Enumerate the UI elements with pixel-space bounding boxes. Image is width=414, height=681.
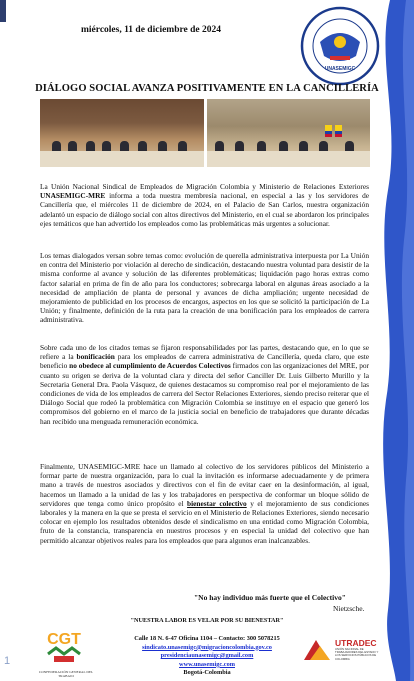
meeting-photo-right xyxy=(207,99,371,167)
page-number: 1 xyxy=(4,655,11,667)
meeting-photo-left xyxy=(40,99,204,167)
corner-accent xyxy=(0,0,6,22)
decorative-wave xyxy=(370,0,414,681)
footer-address: Calle 18 N. 6-47 Oficina 1104 – Contacto: 300 5078215 xyxy=(134,635,280,642)
footer-city: Bogotá-Colombia xyxy=(183,669,231,677)
cgt-logo-text: CGT xyxy=(47,631,81,648)
closing-quote: "No hay individuo más fuerte que el Colectivo" xyxy=(194,593,346,602)
document-date: miércoles, 11 de diciembre de 2024 xyxy=(81,25,222,35)
meeting-photos xyxy=(40,99,370,167)
paragraph-3: Sobre cada uno de los citados temas se fijaron responsabilidades por las partes, destacando que, en lo que se refiere a la bonificación para los empleados de carrera administrativa de Cancillería, queda claro, que este beneficio no obedece al cumplimiento de Acuerdos Colectivos firmados con las organizaciones del MRE, por cuanto su origen se deriva de la voluntad clara y directa del señor Canciller Dr. Luis Gilberto Murillo y la Secretaria General Dra. Paola Vásquez, de quienes destacamos su compromiso real por el mejoramiento de las condiciones de vida de los empleados de carrera del Sector Relaciones Exteriores, siendo preciso reiterar que el Diálogo Social que rodeó la problemática con Migración Colombia se instituye en el espacio que generó los compromisos del gobierno en el marco de la justicia social en beneficio de trabajadores que durante décadas han recibido una menguada remuneración económica. xyxy=(40,343,369,426)
footer-slogan: "NUESTRA LABOR ES VELAR POR SU BIENESTAR" xyxy=(130,617,284,624)
paragraph-4: Finalmente, UNASEMIGC-MRE hace un llamado al colectivo de los servidores públicos del Ministerio a formar parte de nuestra organización, para lo cual la invitación es informarse adecuadamente y de primera mano a través de nuestros asociados y directivos con el fin de evitar caer en la desinformación, al igual, hacemos un llamado a la unidad de las y los trabajadores en perspectiva de conformar un bloque sólido de servidores que tenga como único propósito el bienestar colectivo y el mejoramiento de sus condiciones laborales y la manera en la que se presta el servicio en el Ministerio de Relaciones Exteriores, siendo necesario colocar en ejemplo los resultados obtenidos desde el sindicalismo en una entidad como Migración Colombia, fruto de la constancia, transparencia en nuestros procesos y en especial la unidad del colectivo que han permitido alcanzar objetivos reales para los empleados que para algunos eran inalcanzables. xyxy=(40,462,370,545)
union-seal-logo xyxy=(300,6,380,86)
footer-website-link[interactable]: www.unasemigc.com xyxy=(179,660,235,668)
paragraph-2: Los temas dialogados versan sobre temas como: evolución de querella administrativa interpuesta por La Unión en contra del Ministerio por violación al derecho de sindicación, destacando nuestra voluntad para desistir de la misma conforme al avance y solución de las diferentes problemáticas; liquidación pago horas extras como factor salarial en prima de fin de año para los conductores; sobrecarga laboral en algunas áreas asociado a la necesidad de ampliación de planta de personal y avances de dicha ampliación; urgente necesidad de mejoramiento de publicidad en los procesos de encargos, aspectos en los que se solicitó la participación de La Unión; y finalmente, definición de la ruta para la creación de una bonificación para los empleados de carrera administrativa. xyxy=(40,251,369,325)
paragraph-1: La Unión Nacional Sindical de Empleados de Migración Colombia y Ministerio de Relaciones Exteriores UNASEMIGC-MRE informa a toda nuestra membresía nacional, en especial a las y los servidores de Cancillería que, el miércoles 11 de diciembre de 2024, en el Palacio de San Carlos, nuestra organización adelantó un espacio de diálogo social con altos directivos del Ministerio, en el cual se abordaron los principales ejes temáticos que han advertido los empleados como las problemáticas más urgentes a solucionar. xyxy=(40,182,369,228)
utradec-caption: UNIÓN NACIONAL DE TRABAJADORES DEL ESTADO Y LOS SERVICIOS PÚBLICOS DE COLOMBIA xyxy=(335,647,379,661)
document-title: DIÁLOGO SOCIAL AVANZA POSITIVAMENTE EN LA CANCILLERÍA xyxy=(35,83,379,94)
footer-email-sindicato[interactable]: sindicato.unasemigc@migracioncolombia.gov.co xyxy=(142,643,272,651)
quote-author: Nietzsche. xyxy=(333,604,365,613)
utradec-logo-text: UTRADEC xyxy=(335,638,377,648)
logo-abbr: UNASEMIGC xyxy=(324,66,356,72)
footer-email-presidencia[interactable]: presidenciaunasemigc@gmail.com xyxy=(160,652,254,660)
cgt-caption: CONFEDERACIÓN GENERAL DEL TRABAJO xyxy=(38,670,94,678)
